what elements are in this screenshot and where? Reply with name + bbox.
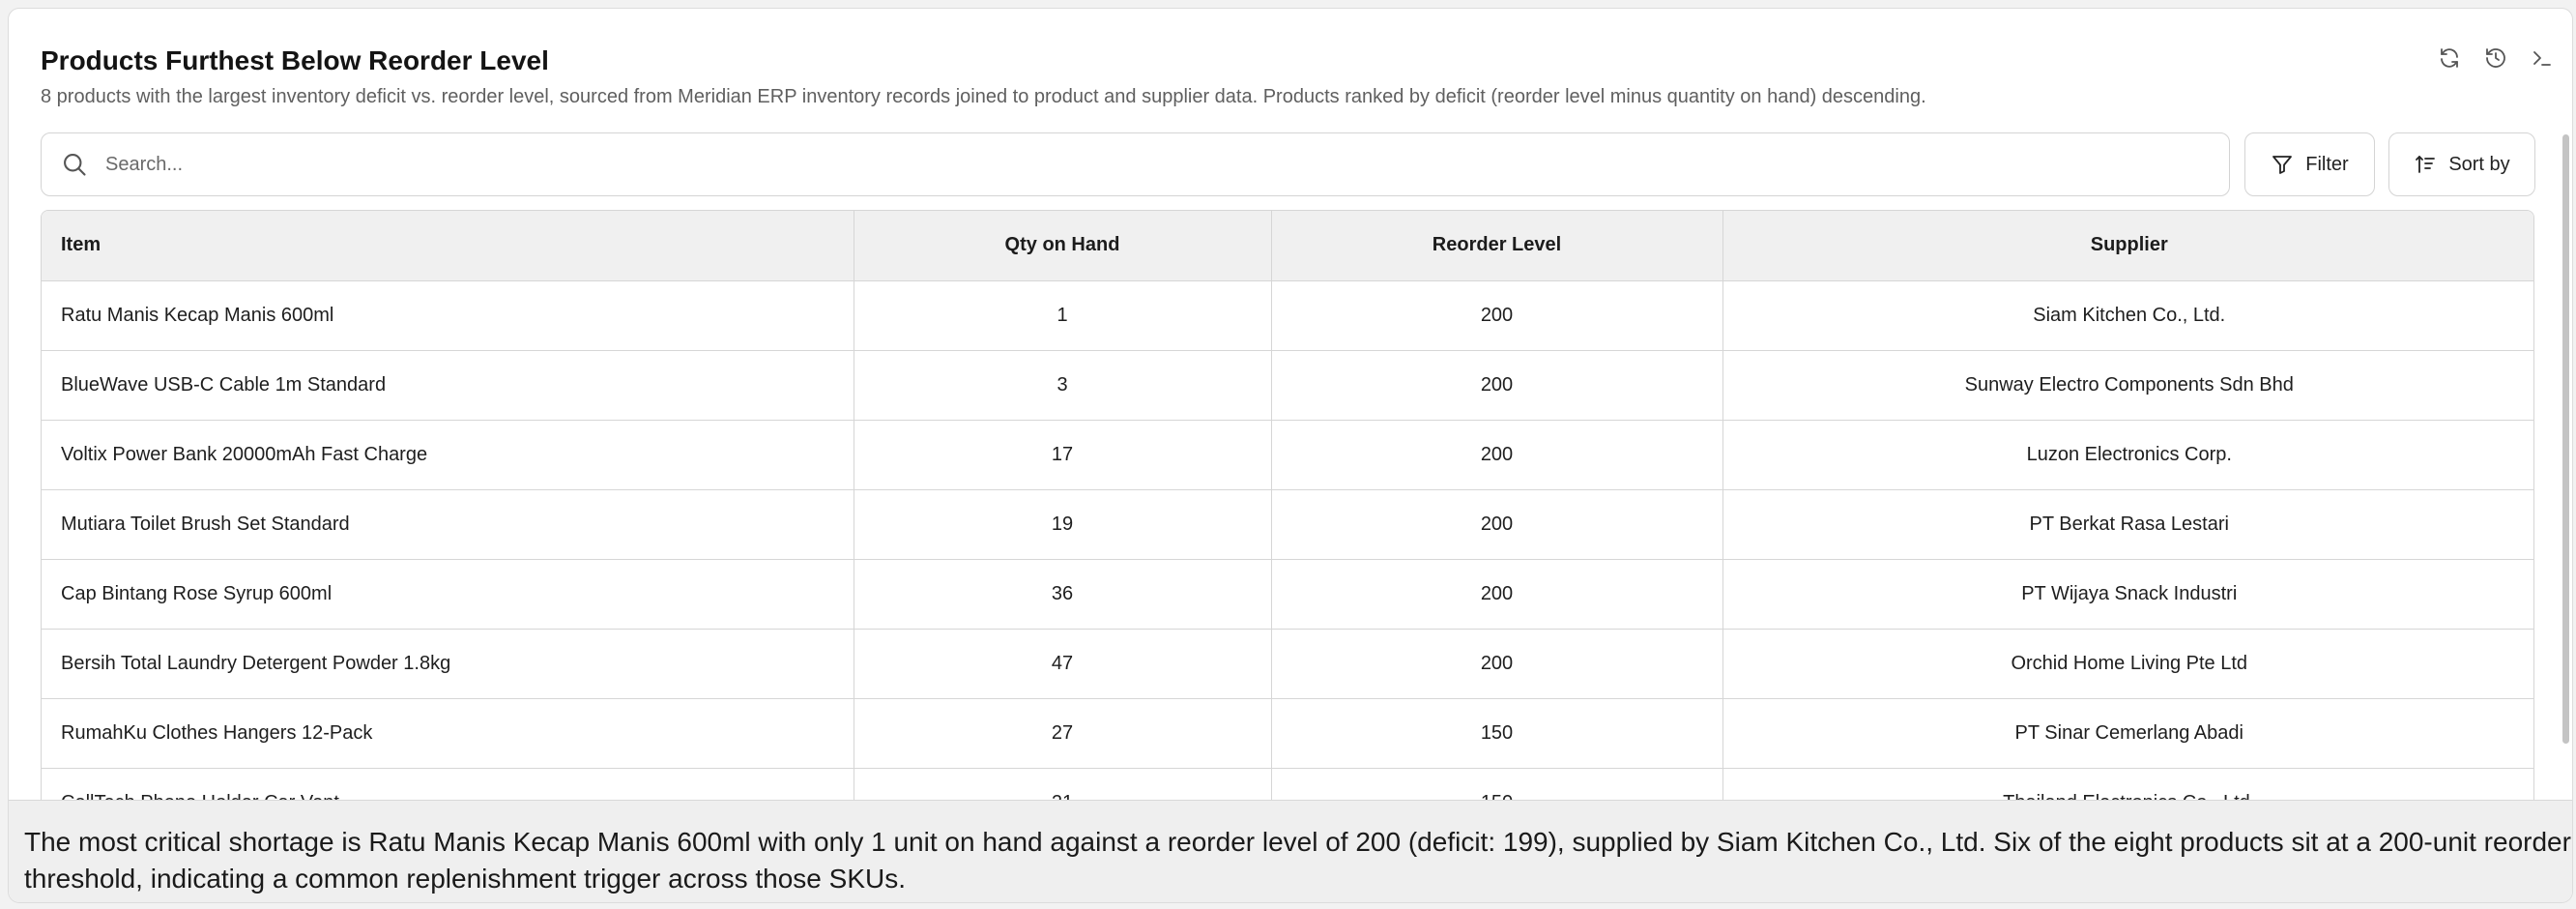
column-header-reorder-level[interactable]: Reorder Level — [1271, 211, 1722, 280]
cell-item: Bersih Total Laundry Detergent Powder 1.8kg — [42, 629, 854, 698]
terminal-icon[interactable] — [2528, 44, 2557, 73]
cell-item: Voltix Power Bank 20000mAh Fast Charge — [42, 420, 854, 489]
filter-button[interactable] — [2244, 132, 2375, 196]
cell-item: BlueWave USB-C Cable 1m Standard — [42, 350, 854, 420]
table-row[interactable] — [42, 350, 2534, 420]
table-row[interactable] — [42, 280, 2534, 350]
table-row[interactable] — [42, 698, 2534, 768]
cell-qty: 17 — [854, 420, 1271, 489]
refresh-icon[interactable] — [2435, 44, 2464, 73]
column-header-item[interactable]: Item — [42, 211, 854, 280]
table-header-row — [42, 211, 2534, 280]
cell-reorder: 200 — [1271, 489, 1722, 559]
cell-reorder: 200 — [1271, 629, 1722, 698]
search-icon — [61, 151, 88, 178]
cell-reorder: 200 — [1271, 350, 1722, 420]
filter-icon — [2271, 153, 2294, 176]
cell-supplier: Siam Kitchen Co., Ltd. — [1722, 280, 2534, 350]
column-header-qty-on-hand[interactable]: Qty on Hand — [854, 211, 1271, 280]
cell-item: Mutiara Toilet Brush Set Standard — [42, 489, 854, 559]
cell-qty: 47 — [854, 629, 1271, 698]
data-table — [41, 210, 2534, 809]
column-header-supplier[interactable]: Supplier — [1722, 211, 2534, 280]
history-icon[interactable] — [2481, 44, 2510, 73]
table-row[interactable] — [42, 629, 2534, 698]
cell-supplier: PT Sinar Cemerlang Abadi — [1722, 698, 2534, 768]
cell-qty: 1 — [854, 280, 1271, 350]
header-actions — [2435, 44, 2557, 73]
summary-footer — [9, 800, 2573, 903]
cell-reorder: 200 — [1271, 280, 1722, 350]
cell-reorder: 150 — [1271, 698, 1722, 768]
cell-qty: 27 — [854, 698, 1271, 768]
sort-icon — [2414, 153, 2437, 176]
cell-supplier: Orchid Home Living Pte Ltd — [1722, 629, 2534, 698]
cell-supplier: PT Berkat Rasa Lestari — [1722, 489, 2534, 559]
table-row[interactable] — [42, 420, 2534, 489]
cell-item: Cap Bintang Rose Syrup 600ml — [42, 559, 854, 629]
table-row[interactable] — [42, 559, 2534, 629]
cell-reorder: 200 — [1271, 559, 1722, 629]
filter-label: Filter — [2305, 153, 2349, 175]
cell-supplier: Sunway Electro Components Sdn Bhd — [1722, 350, 2534, 420]
cell-qty: 19 — [854, 489, 1271, 559]
report-card — [8, 8, 2573, 903]
vertical-scrollbar[interactable] — [2562, 134, 2569, 744]
cell-supplier: Luzon Electronics Corp. — [1722, 420, 2534, 489]
table-row[interactable] — [42, 489, 2534, 559]
search-bar[interactable] — [41, 132, 2230, 196]
cell-item: Ratu Manis Kecap Manis 600ml — [42, 280, 854, 350]
cell-item: RumahKu Clothes Hangers 12-Pack — [42, 698, 854, 768]
page-title: Products Furthest Below Reorder Level — [41, 45, 549, 75]
cell-supplier: PT Wijaya Snack Industri — [1722, 559, 2534, 629]
sort-label: Sort by — [2448, 153, 2510, 175]
summary-text: The most critical shortage is Ratu Manis Kecap Manis 600ml with only 1 unit on hand against a reorder level of 200 (deficit: 199), supplied by Siam Kitchen Co., Ltd. Six of the eight products sit at a 200-unit reorder threshold, indicating a common replenishment trigger across those SKUs. — [24, 827, 2571, 894]
page-subtitle: 8 products with the largest inventory deficit vs. reorder level, sourced from Meridian ERP inventory records joined to product and supplier data. Products ranked by deficit (reorder level minus quantity on hand) descending. — [41, 86, 1926, 107]
sort-button[interactable] — [2388, 132, 2535, 196]
search-input[interactable] — [105, 154, 2184, 176]
cell-reorder: 200 — [1271, 420, 1722, 489]
cell-qty: 36 — [854, 559, 1271, 629]
cell-qty: 3 — [854, 350, 1271, 420]
